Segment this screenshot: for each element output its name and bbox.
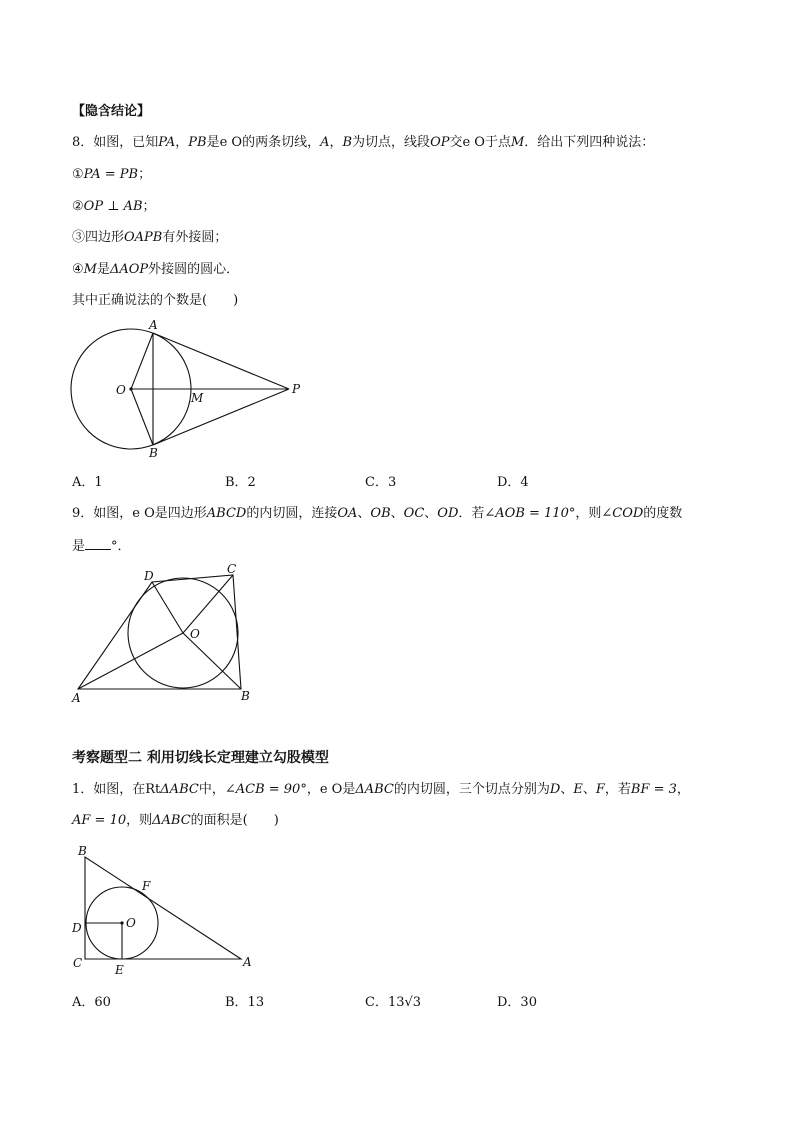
q8-statement-2: ②OP ⊥ AB； (72, 199, 156, 214)
q8-segment-oa (131, 333, 153, 389)
q1-center-dot (120, 921, 123, 924)
q9-label-o: O (190, 627, 200, 641)
q9-label-a: A (72, 691, 81, 705)
q9-quadrilateral-abcd (78, 575, 241, 689)
q8-statement-4: ④M是ΔAOP外接圆的圆心． (72, 262, 240, 277)
q9-stem-line2: 是 °． (72, 539, 131, 554)
section-heading-type-two: 考察题型二 利用切线长定理建立勾股模型 (72, 750, 329, 766)
q8-segment-ob (131, 389, 153, 445)
q1-label-f: F (142, 879, 151, 893)
q8-label-b: B (149, 446, 158, 460)
q8-stem: 8．如图，已知PA，PB是e O的两条切线，A，B为切点，线段OP交e O于点M．给出下列四种说法： (72, 135, 655, 150)
q1-label-d: D (72, 921, 82, 935)
q8-label-a: A (149, 318, 158, 332)
q9-label-b: B (241, 689, 250, 703)
q8-tangent-pa (153, 333, 289, 389)
q9-figure (68, 560, 268, 708)
q8-option-b[interactable]: B．2 (225, 475, 256, 490)
q8-option-c[interactable]: C．3 (365, 475, 397, 490)
q8-option-d[interactable]: D．4 (497, 475, 529, 490)
section-heading-hidden-conclusions: 【隐含结论】 (72, 104, 151, 119)
q8-question: 其中正确说法的个数是( ) (72, 293, 239, 308)
q8-center-dot (129, 387, 132, 390)
q9-segment-ob (183, 633, 241, 689)
q1-option-a[interactable]: A．60 (72, 995, 111, 1010)
q1-option-b[interactable]: B．13 (225, 995, 265, 1010)
q8-statement-1: ①PA = PB； (72, 167, 152, 182)
q9-segment-oa (78, 633, 183, 689)
q9-answer-blank[interactable] (85, 537, 111, 550)
q8-tangent-pb (153, 389, 289, 445)
q9-stem: 9．如图，e O是四边形ABCD的内切圆，连接OA、OB、OC、OD．若∠AOB = 110°，则∠COD的度数 (72, 506, 683, 521)
q8-statement-3: ③四边形OAPB有外接圆； (72, 230, 228, 245)
q9-label-c: C (227, 562, 237, 576)
q1-stem-line2: AF = 10，则ΔABC的面积是( ) (72, 813, 279, 828)
q1-figure (68, 843, 268, 975)
q8-figure (68, 318, 318, 463)
q1-label-e: E (115, 963, 124, 977)
q8-option-a[interactable]: A．1 (72, 475, 103, 490)
q1-right-triangle-abc (85, 857, 241, 959)
q9-label-d: D (144, 569, 154, 583)
q8-label-o: O (116, 383, 126, 397)
q1-stem: 1．如图，在RtΔABC中，∠ACB = 90°，e O是ΔABC的内切圆，三个切点分别为D、E、F，若BF = 3， (72, 782, 690, 797)
q1-option-d[interactable]: D．30 (497, 995, 537, 1010)
q1-label-b: B (78, 844, 87, 858)
q1-label-a: A (243, 955, 252, 969)
q8-label-m: M (191, 391, 204, 405)
q1-option-c[interactable]: C．13√3 (365, 995, 422, 1010)
q1-label-c: C (73, 956, 83, 970)
q1-label-o: O (126, 916, 136, 930)
q9-segment-od (152, 582, 183, 633)
q8-label-p: P (292, 382, 301, 396)
